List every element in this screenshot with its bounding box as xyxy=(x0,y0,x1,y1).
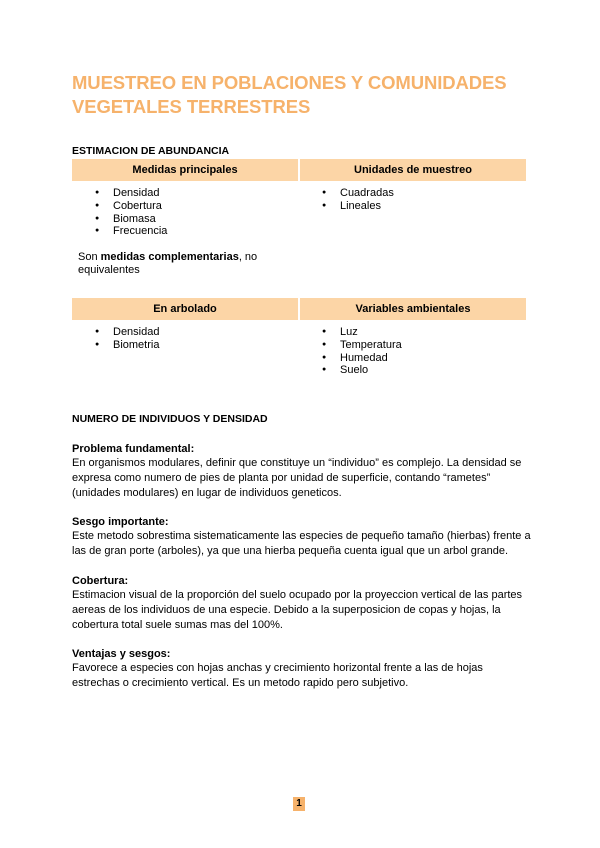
page-number: 1 xyxy=(293,797,305,811)
list-item: ● Biometria xyxy=(113,339,295,352)
note-prefix: Son xyxy=(78,251,101,264)
section-heading-individuos: NUMERO DE INDIVIDUOS Y DENSIDAD xyxy=(72,413,268,425)
document-title: MUESTREO EN POBLACIONES Y COMUNIDADES VEGETALES TERRESTRES xyxy=(72,72,507,117)
list-item: ● Temperatura xyxy=(340,339,522,352)
list-item: ● Humedad xyxy=(340,352,522,365)
list-item: ● Suelo xyxy=(340,364,522,377)
note-bold: medidas complementarias xyxy=(100,251,239,264)
list-item: ● Cobertura xyxy=(113,200,295,213)
text-block-sesgo xyxy=(72,515,532,559)
arbolado-table xyxy=(72,298,526,386)
list-item: ● Biomasa xyxy=(113,213,295,226)
complementary-note xyxy=(78,251,278,277)
list-item: ● Frecuencia xyxy=(113,225,295,238)
block-title: Problema fundamental: xyxy=(72,443,195,455)
table-header-arbolado: En arbolado xyxy=(72,298,299,320)
arbolado-list xyxy=(78,326,295,352)
note-suffix: , no equivalentes xyxy=(78,251,258,277)
table-header-medidas: Medidas principales xyxy=(72,159,299,181)
table-cell-arbolado xyxy=(72,320,299,386)
block-title: Ventajas y sesgos: xyxy=(72,648,171,660)
table-header-variables: Variables ambientales xyxy=(299,298,526,320)
block-text: Estimacion visual de la proporción del suelo ocupado por la proyeccion vertical de las partes aereas de los individuos de una especie. Debido a la superposicion de copas y hojas, la cobertura total suele sumas mas del 100%. xyxy=(72,589,523,631)
list-item: ● Cuadradas xyxy=(340,187,522,200)
medidas-list xyxy=(78,187,295,238)
list-item: ● Lineales xyxy=(340,200,522,213)
variables-list xyxy=(305,326,522,377)
section-heading-abundancia: ESTIMACION DE ABUNDANCIA xyxy=(72,145,230,157)
text-block-ventajas xyxy=(72,647,532,691)
abundance-table xyxy=(72,159,526,295)
table-header-unidades: Unidades de muestreo xyxy=(299,159,526,181)
table-cell-variables xyxy=(299,320,526,386)
block-title: Cobertura: xyxy=(72,575,129,587)
unidades-list xyxy=(305,187,522,213)
list-item: ● Densidad xyxy=(113,326,295,339)
list-item: ● Luz xyxy=(340,326,522,339)
table-cell-unidades xyxy=(299,181,526,295)
block-text: En organismos modulares, definir que constituye un “individuo” es complejo. La densidad se expresa como numero de pies de planta por unidad de superficie, contando “rametes” (unidades modulares) en lugar de individuos geneticos. xyxy=(72,457,522,499)
list-item: ● Densidad xyxy=(113,187,295,200)
block-text: Este metodo sobrestima sistematicamente las especies de pequeño tamaño (hierbas) frente a las de gran porte (arboles), ya que una hierba pequeña cuenta igual que un arbol grande. xyxy=(72,530,531,557)
text-block-cobertura xyxy=(72,574,532,633)
table-cell-medidas xyxy=(72,181,299,295)
block-text: Favorece a especies con hojas anchas y crecimiento horizontal frente a las de hojas estrechas o crecimiento vertical. Es un metodo rapido pero subjetivo. xyxy=(72,662,483,689)
text-block-problema xyxy=(72,442,532,501)
block-title: Sesgo importante: xyxy=(72,516,169,528)
